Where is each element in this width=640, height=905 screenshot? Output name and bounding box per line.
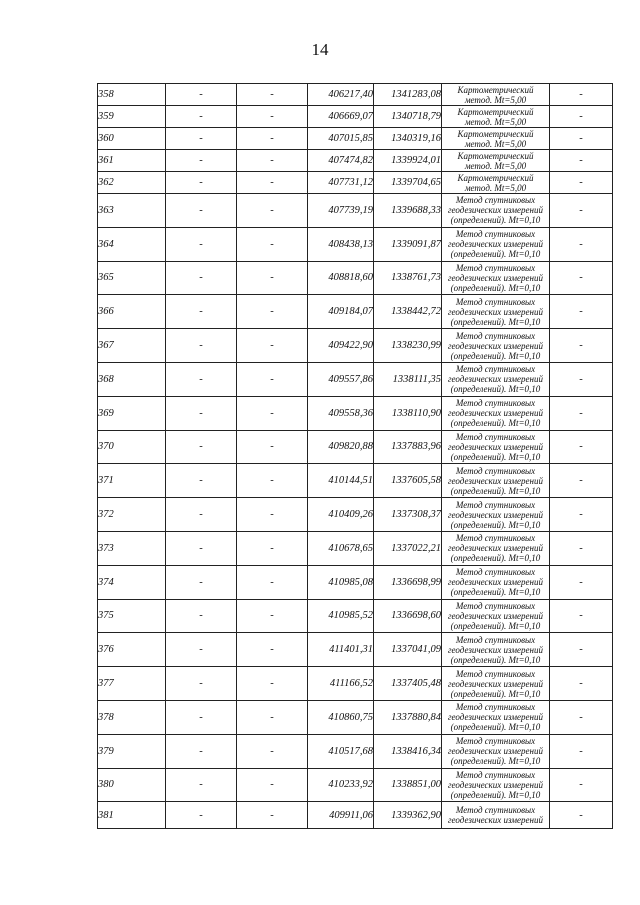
- empty-value-cell: -: [550, 396, 613, 430]
- empty-value-cell: -: [550, 768, 613, 802]
- method-text-line: (определений). Mt=0,10: [450, 756, 541, 767]
- method-cell: [442, 498, 550, 532]
- x-coordinate-cell: 409184,07: [308, 295, 374, 329]
- method-text-line: геодезических измерений: [448, 712, 543, 723]
- method-text-line: Картометрический: [457, 150, 534, 161]
- table-row: [98, 734, 613, 768]
- empty-value-cell: -: [550, 531, 613, 565]
- x-coordinate-cell: 409558,36: [308, 396, 374, 430]
- method-text-line: Метод спутниковых: [455, 634, 536, 645]
- empty-value-cell: -: [237, 261, 308, 295]
- empty-value-cell: -: [166, 667, 237, 701]
- y-coordinate-cell: 1340319,16: [374, 128, 442, 150]
- method-text-line: Метод спутниковых: [455, 499, 536, 510]
- method-text-line: Метод спутниковых: [455, 431, 536, 442]
- y-coordinate-cell: 1337605,58: [374, 464, 442, 498]
- method-cell: [442, 667, 550, 701]
- point-number-cell: 368: [98, 362, 166, 396]
- x-coordinate-cell: 410144,51: [308, 464, 374, 498]
- empty-value-cell: -: [166, 396, 237, 430]
- table-row: [98, 172, 613, 194]
- empty-value-cell: -: [237, 396, 308, 430]
- method-cell: [442, 150, 550, 172]
- x-coordinate-cell: 410985,08: [308, 565, 374, 599]
- table-row: [98, 430, 613, 464]
- empty-value-cell: -: [237, 150, 308, 172]
- method-text-line: (определений). Mt=0,10: [450, 316, 541, 327]
- method-cell: [442, 362, 550, 396]
- coordinates-table: [97, 83, 613, 829]
- method-text-line: метод. Mt=5,00: [464, 138, 527, 149]
- point-number-cell: 379: [98, 734, 166, 768]
- empty-value-cell: -: [166, 565, 237, 599]
- x-coordinate-cell: 409911,06: [308, 802, 374, 829]
- method-text-line: Метод спутниковых: [455, 262, 536, 273]
- empty-value-cell: -: [550, 802, 613, 829]
- table-row: [98, 802, 613, 829]
- y-coordinate-cell: 1339362,90: [374, 802, 442, 829]
- empty-value-cell: -: [166, 734, 237, 768]
- point-number-cell: 367: [98, 329, 166, 363]
- empty-value-cell: -: [166, 531, 237, 565]
- point-number-cell: 361: [98, 150, 166, 172]
- method-text-line: (определений). Mt=0,10: [450, 282, 541, 293]
- method-text-line: геодезических измерений: [448, 610, 543, 621]
- empty-value-cell: -: [550, 261, 613, 295]
- method-cell: [442, 565, 550, 599]
- method-text-line: Метод спутниковых: [455, 600, 536, 611]
- empty-value-cell: -: [237, 464, 308, 498]
- point-number-cell: 374: [98, 565, 166, 599]
- point-number-cell: 377: [98, 667, 166, 701]
- method-text-line: геодезических измерений: [448, 678, 543, 689]
- table-row: [98, 498, 613, 532]
- method-text-line: геодезических измерений: [448, 205, 543, 216]
- empty-value-cell: -: [237, 84, 308, 106]
- empty-value-cell: -: [166, 599, 237, 633]
- x-coordinate-cell: 409820,88: [308, 430, 374, 464]
- method-text-line: Метод спутниковых: [455, 736, 536, 747]
- empty-value-cell: -: [550, 734, 613, 768]
- table-row: [98, 464, 613, 498]
- method-cell: [442, 396, 550, 430]
- empty-value-cell: -: [166, 261, 237, 295]
- y-coordinate-cell: 1338851,00: [374, 768, 442, 802]
- method-cell: [442, 734, 550, 768]
- table-row: [98, 128, 613, 150]
- empty-value-cell: -: [166, 700, 237, 734]
- empty-value-cell: -: [237, 667, 308, 701]
- method-text-line: метод. Mt=5,00: [464, 160, 527, 171]
- y-coordinate-cell: 1339924,01: [374, 150, 442, 172]
- method-text-line: Картометрический: [457, 128, 534, 139]
- method-text-line: Метод спутниковых: [455, 195, 536, 206]
- method-text-line: Метод спутниковых: [455, 702, 536, 713]
- method-text-line: (определений). Mt=0,10: [450, 722, 541, 733]
- table-row: [98, 295, 613, 329]
- empty-value-cell: -: [550, 194, 613, 228]
- empty-value-cell: -: [550, 172, 613, 194]
- method-text-line: геодезических измерений: [448, 408, 543, 419]
- method-text-line: геодезических измерений: [448, 441, 543, 452]
- empty-value-cell: -: [166, 329, 237, 363]
- method-text-line: Метод спутниковых: [455, 567, 536, 578]
- method-cell: [442, 172, 550, 194]
- method-text-line: Картометрический: [457, 172, 534, 183]
- x-coordinate-cell: 407739,19: [308, 194, 374, 228]
- empty-value-cell: -: [550, 599, 613, 633]
- x-coordinate-cell: 406669,07: [308, 106, 374, 128]
- method-text-line: (определений). Mt=0,10: [450, 384, 541, 395]
- empty-value-cell: -: [166, 430, 237, 464]
- method-text-line: Метод спутниковых: [455, 330, 536, 341]
- y-coordinate-cell: 1337308,37: [374, 498, 442, 532]
- point-number-cell: 358: [98, 84, 166, 106]
- empty-value-cell: -: [550, 633, 613, 667]
- x-coordinate-cell: 408438,13: [308, 227, 374, 261]
- empty-value-cell: -: [237, 295, 308, 329]
- empty-value-cell: -: [237, 329, 308, 363]
- empty-value-cell: -: [166, 194, 237, 228]
- y-coordinate-cell: 1338230,99: [374, 329, 442, 363]
- empty-value-cell: -: [166, 768, 237, 802]
- method-text-line: геодезических измерений: [448, 746, 543, 757]
- y-coordinate-cell: 1337022,21: [374, 531, 442, 565]
- method-text-line: геодезических измерений: [448, 475, 543, 486]
- method-text-line: Картометрический: [457, 84, 534, 95]
- method-text-line: Метод спутниковых: [455, 398, 536, 409]
- empty-value-cell: -: [237, 599, 308, 633]
- y-coordinate-cell: 1337880,84: [374, 700, 442, 734]
- method-cell: [442, 194, 550, 228]
- empty-value-cell: -: [550, 106, 613, 128]
- point-number-cell: 360: [98, 128, 166, 150]
- method-text-line: геодезических измерений: [448, 577, 543, 588]
- method-text-line: (определений). Mt=0,10: [450, 553, 541, 564]
- point-number-cell: 370: [98, 430, 166, 464]
- method-cell: [442, 700, 550, 734]
- empty-value-cell: -: [166, 106, 237, 128]
- x-coordinate-cell: 409557,86: [308, 362, 374, 396]
- table-row: [98, 362, 613, 396]
- y-coordinate-cell: 1336698,99: [374, 565, 442, 599]
- empty-value-cell: -: [166, 464, 237, 498]
- method-text-line: Метод спутниковых: [455, 296, 536, 307]
- point-number-cell: 369: [98, 396, 166, 430]
- table-row: [98, 396, 613, 430]
- x-coordinate-cell: 411401,31: [308, 633, 374, 667]
- method-text-line: (определений). Mt=0,10: [450, 418, 541, 429]
- method-text-line: геодезических измерений: [448, 272, 543, 283]
- x-coordinate-cell: 407015,85: [308, 128, 374, 150]
- empty-value-cell: -: [550, 329, 613, 363]
- empty-value-cell: -: [166, 150, 237, 172]
- empty-value-cell: -: [237, 172, 308, 194]
- x-coordinate-cell: 410860,75: [308, 700, 374, 734]
- method-text-line: (определений). Mt=0,10: [450, 350, 541, 361]
- page-number: 14: [311, 40, 329, 59]
- method-cell: [442, 329, 550, 363]
- empty-value-cell: -: [550, 464, 613, 498]
- table-row: [98, 84, 613, 106]
- y-coordinate-cell: 1339704,65: [374, 172, 442, 194]
- table-row: [98, 106, 613, 128]
- empty-value-cell: -: [166, 498, 237, 532]
- method-text-line: (определений). Mt=0,10: [450, 789, 541, 800]
- method-text-line: геодезических измерений: [448, 239, 543, 250]
- method-text-line: метод. Mt=5,00: [464, 94, 527, 105]
- empty-value-cell: -: [550, 667, 613, 701]
- y-coordinate-cell: 1339091,87: [374, 227, 442, 261]
- empty-value-cell: -: [237, 227, 308, 261]
- empty-value-cell: -: [550, 362, 613, 396]
- method-text-line: геодезических измерений: [448, 306, 543, 317]
- point-number-cell: 362: [98, 172, 166, 194]
- y-coordinate-cell: 1338442,72: [374, 295, 442, 329]
- empty-value-cell: -: [166, 84, 237, 106]
- empty-value-cell: -: [237, 362, 308, 396]
- method-text-line: (определений). Mt=0,10: [450, 451, 541, 462]
- method-text-line: метод. Mt=5,00: [464, 116, 527, 127]
- point-number-cell: 375: [98, 599, 166, 633]
- table-row: [98, 768, 613, 802]
- method-text-line: геодезических измерений: [448, 374, 543, 385]
- method-text-line: Метод спутниковых: [455, 805, 536, 816]
- x-coordinate-cell: 408818,60: [308, 261, 374, 295]
- method-text-line: Метод спутниковых: [455, 533, 536, 544]
- method-text-line: геодезических измерений: [448, 509, 543, 520]
- method-cell: [442, 464, 550, 498]
- empty-value-cell: -: [166, 172, 237, 194]
- y-coordinate-cell: 1337405,48: [374, 667, 442, 701]
- method-text-line: Метод спутниковых: [455, 364, 536, 375]
- y-coordinate-cell: 1338110,90: [374, 396, 442, 430]
- empty-value-cell: -: [550, 227, 613, 261]
- point-number-cell: 365: [98, 261, 166, 295]
- method-cell: [442, 768, 550, 802]
- table-row: [98, 329, 613, 363]
- y-coordinate-cell: 1337041,09: [374, 633, 442, 667]
- method-text-line: Метод спутниковых: [455, 465, 536, 476]
- point-number-cell: 381: [98, 802, 166, 829]
- empty-value-cell: -: [166, 633, 237, 667]
- empty-value-cell: -: [237, 633, 308, 667]
- method-cell: [442, 599, 550, 633]
- point-number-cell: 366: [98, 295, 166, 329]
- table-row: [98, 150, 613, 172]
- method-text-line: геодезических измерений: [448, 340, 543, 351]
- empty-value-cell: -: [237, 768, 308, 802]
- method-text-line: Метод спутниковых: [455, 229, 536, 240]
- empty-value-cell: -: [166, 227, 237, 261]
- method-cell: [442, 633, 550, 667]
- empty-value-cell: -: [550, 150, 613, 172]
- x-coordinate-cell: 410678,65: [308, 531, 374, 565]
- x-coordinate-cell: 407731,12: [308, 172, 374, 194]
- table-body: [98, 84, 613, 829]
- empty-value-cell: -: [237, 194, 308, 228]
- empty-value-cell: -: [550, 498, 613, 532]
- method-text-line: (определений). Mt=0,10: [450, 249, 541, 260]
- method-cell: [442, 227, 550, 261]
- method-text-line: Метод спутниковых: [455, 769, 536, 780]
- empty-value-cell: -: [237, 734, 308, 768]
- y-coordinate-cell: 1336698,60: [374, 599, 442, 633]
- method-text-line: (определений). Mt=0,10: [450, 620, 541, 631]
- empty-value-cell: -: [550, 84, 613, 106]
- method-text-line: Картометрический: [457, 106, 534, 117]
- x-coordinate-cell: 407474,82: [308, 150, 374, 172]
- method-text-line: (определений). Mt=0,10: [450, 688, 541, 699]
- y-coordinate-cell: 1338416,34: [374, 734, 442, 768]
- method-text-line: (определений). Mt=0,10: [450, 215, 541, 226]
- table-row: [98, 633, 613, 667]
- table-row: [98, 700, 613, 734]
- empty-value-cell: -: [550, 430, 613, 464]
- x-coordinate-cell: 410233,92: [308, 768, 374, 802]
- x-coordinate-cell: 410409,26: [308, 498, 374, 532]
- x-coordinate-cell: 406217,40: [308, 84, 374, 106]
- empty-value-cell: -: [237, 498, 308, 532]
- empty-value-cell: -: [166, 295, 237, 329]
- empty-value-cell: -: [166, 362, 237, 396]
- point-number-cell: 359: [98, 106, 166, 128]
- method-text-line: геодезических измерений: [448, 644, 543, 655]
- method-text-line: геодезических измерений: [448, 815, 543, 826]
- point-number-cell: 376: [98, 633, 166, 667]
- method-cell: [442, 128, 550, 150]
- method-text-line: (определений). Mt=0,10: [450, 654, 541, 665]
- y-coordinate-cell: 1340718,79: [374, 106, 442, 128]
- method-text-line: (определений). Mt=0,10: [450, 519, 541, 530]
- y-coordinate-cell: 1338111,35: [374, 362, 442, 396]
- point-number-cell: 378: [98, 700, 166, 734]
- point-number-cell: 364: [98, 227, 166, 261]
- table-row: [98, 227, 613, 261]
- method-text-line: метод. Mt=5,00: [464, 182, 527, 193]
- method-cell: [442, 802, 550, 829]
- method-text-line: (определений). Mt=0,10: [450, 485, 541, 496]
- empty-value-cell: -: [237, 531, 308, 565]
- table-row: [98, 261, 613, 295]
- y-coordinate-cell: 1341283,08: [374, 84, 442, 106]
- empty-value-cell: -: [237, 430, 308, 464]
- table-row: [98, 565, 613, 599]
- empty-value-cell: -: [237, 128, 308, 150]
- empty-value-cell: -: [550, 128, 613, 150]
- method-cell: [442, 430, 550, 464]
- method-text-line: геодезических измерений: [448, 779, 543, 790]
- method-cell: [442, 261, 550, 295]
- table-row: [98, 194, 613, 228]
- method-cell: [442, 531, 550, 565]
- table-row: [98, 531, 613, 565]
- table-row: [98, 599, 613, 633]
- point-number-cell: 380: [98, 768, 166, 802]
- empty-value-cell: -: [166, 802, 237, 829]
- table-row: [98, 667, 613, 701]
- empty-value-cell: -: [237, 106, 308, 128]
- method-text-line: геодезических измерений: [448, 543, 543, 554]
- empty-value-cell: -: [166, 128, 237, 150]
- x-coordinate-cell: 410985,52: [308, 599, 374, 633]
- point-number-cell: 363: [98, 194, 166, 228]
- method-cell: [442, 295, 550, 329]
- x-coordinate-cell: 411166,52: [308, 667, 374, 701]
- y-coordinate-cell: 1339688,33: [374, 194, 442, 228]
- point-number-cell: 373: [98, 531, 166, 565]
- x-coordinate-cell: 409422,90: [308, 329, 374, 363]
- point-number-cell: 372: [98, 498, 166, 532]
- method-cell: [442, 106, 550, 128]
- method-text-line: (определений). Mt=0,10: [450, 587, 541, 598]
- empty-value-cell: -: [237, 700, 308, 734]
- empty-value-cell: -: [550, 700, 613, 734]
- method-text-line: Метод спутниковых: [455, 668, 536, 679]
- empty-value-cell: -: [237, 565, 308, 599]
- empty-value-cell: -: [550, 295, 613, 329]
- point-number-cell: 371: [98, 464, 166, 498]
- empty-value-cell: -: [550, 565, 613, 599]
- x-coordinate-cell: 410517,68: [308, 734, 374, 768]
- y-coordinate-cell: 1338761,73: [374, 261, 442, 295]
- method-cell: [442, 84, 550, 106]
- y-coordinate-cell: 1337883,96: [374, 430, 442, 464]
- empty-value-cell: -: [237, 802, 308, 829]
